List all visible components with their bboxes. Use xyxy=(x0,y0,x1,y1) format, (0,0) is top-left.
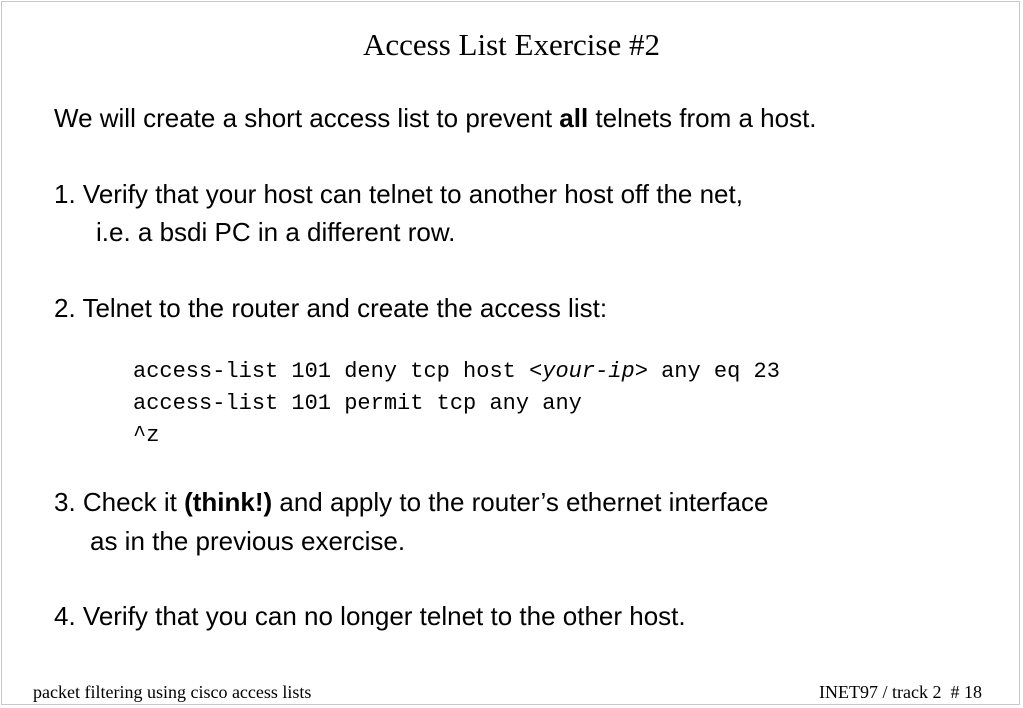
step-3-bold-think: (think!) xyxy=(184,487,273,517)
code-line-2: access-list 101 permit tcp any any xyxy=(133,391,582,416)
code-line-1-end: > any eq 23 xyxy=(634,359,780,384)
intro-paragraph xyxy=(54,102,817,134)
step-3-line-2: as in the previous exercise. xyxy=(90,526,406,556)
slide-title: Access List Exercise #2 xyxy=(363,27,660,62)
code-line-1-start: access-list 101 deny tcp host < xyxy=(133,359,543,384)
step-1-line-1: 1. Verify that your host can telnet to another host off the net, xyxy=(54,179,743,209)
footer-right-caption: INET97 / track 2 # 18 xyxy=(819,682,982,702)
step-3-text-start: 3. Check it xyxy=(54,487,185,517)
code-line-3: ^z xyxy=(133,423,160,448)
step-3-line-1 xyxy=(54,486,768,518)
step-2-line-1: 2. Telnet to the router and create the access list: xyxy=(54,293,608,323)
footer-left-caption: packet filtering using cisco access lists xyxy=(33,682,312,702)
code-line-1 xyxy=(133,358,780,386)
intro-bold-word: all xyxy=(559,103,589,133)
intro-text-start: We will create a short access list to prevent xyxy=(54,103,560,133)
intro-text-end: telnets from a host. xyxy=(588,103,817,133)
step-1-line-2: i.e. a bsdi PC in a different row. xyxy=(96,217,456,247)
step-3-text-end: and apply to the router’s ethernet interface xyxy=(272,487,769,517)
step-4-line-1: 4. Verify that you can no longer telnet to the other host. xyxy=(54,601,686,631)
code-placeholder-ip: your-ip xyxy=(542,359,635,384)
